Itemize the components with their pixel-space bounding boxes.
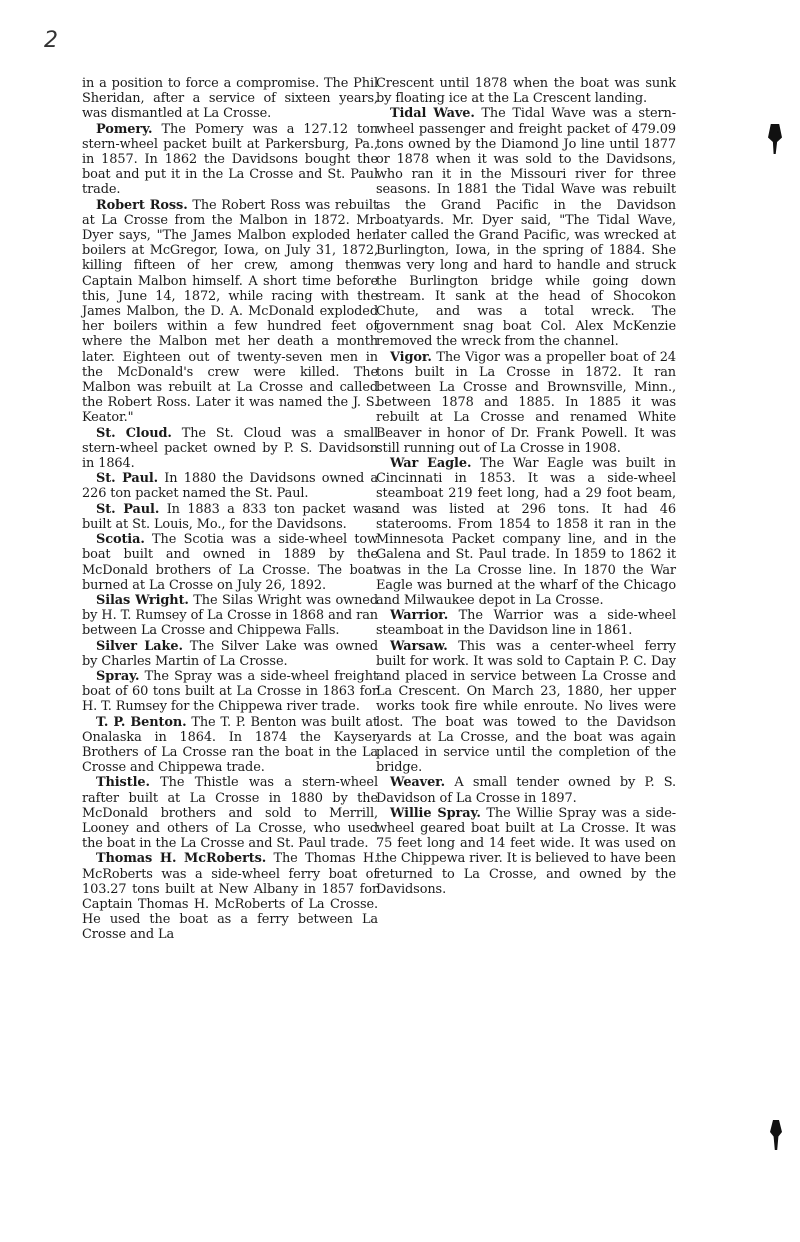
entry-body: The Thistle was a stern-wheel rafter built at La Crosse in 1880 by the McDonald brothers and sold to Merrill, Looney and others of La Crosse, who used the boat in the La Crosse and St. Paul trade. <box>82 775 378 852</box>
paragraph <box>82 851 378 942</box>
entry-heading: T. P. Benton. <box>96 714 187 730</box>
entry-body: The Robert Ross was rebuilt at La Crosse from the Malbon in 1872. Mr. Dyer says, "The James Malbon exploded her boilers at McGregor, Iowa, on July 31, 1872, killing fifteen of her crew, among them Captain Malbon himself. A short time before this, June 14, 1872, while racing with the James Malbon, the D. A. McDonald exploded her boilers within a few hundred feet of where the Malbon met her death a month later. Eighteen out of twenty-seven men in the McDonald's crew were killed. The Malbon was rebuilt at La Crosse and called the Robert Ross. Later it was named the J. S. Keator." <box>82 197 378 426</box>
paragraph <box>82 639 378 669</box>
entry-body: The Spray was a side-wheel freight boat of 60 tons built at La Crosse in 1863 for H. T. Rumsey for the Chippewa river trade. <box>82 668 378 715</box>
right-column <box>376 76 676 897</box>
entry-body: The St. Cloud was a small stern-wheel packet owned by P. S. Davidson in 1864. <box>82 425 379 472</box>
entry-body: The Vigor was a propeller boat of 24 tons built in La Crosse in 1872. It ran between La Crosse and Brownsville, Minn., between 1878 and 1885. In 1885 it was rebuilt at La Crosse and renamed White Beaver in honor of Dr. Frank Powell. It was still running out of La Crosse in 1908. <box>376 349 676 456</box>
entry-body: The Pomery was a 127.12 ton stern-wheel packet built at Parkersburg, Pa., in 1857. In 1862 the Davidsons bought the boat and put it in the La Crosse and St. Paul trade. <box>82 121 378 198</box>
paragraph <box>376 608 676 638</box>
paragraph <box>82 122 378 198</box>
entry-heading: Weaver. <box>390 775 446 791</box>
entry-heading: Spray. <box>96 668 140 684</box>
entry-heading: Thistle. <box>96 775 150 791</box>
paragraph: Crescent until 1878 when the boat was sunk by floating ice at the La Crescent landing. <box>376 76 676 107</box>
entry-body: The War Eagle was built in Cincinnati in 1853. It was a side-wheel steamboat 219 feet long, had a 29 foot beam, and was listed at 296 tons. It had 46 staterooms. From 1854 to 1858 it ran in the Minnesota Packet company line, and in the Galena and St. Paul trade. In 1859 to 1862 it was in the La Crosse line. In 1870 the War Eagle was burned at the wharf of the Chicago and Milwaukee depot in La Crosse. <box>376 456 676 608</box>
entry-body: In 1880 the Davidsons owned a 226 ton packet named the St. Paul. <box>82 471 379 502</box>
entry-heading: Scotia. <box>96 532 145 548</box>
paragraph <box>376 806 676 897</box>
entry-body: The Willie Spray was a side-wheel geared boat built at La Crosse. It was 75 feet long and 14 feet wide. It was used on the Chippewa river. It is believed to have been returned to La Crosse, and owned by the Davidsons. <box>376 805 676 897</box>
entry-heading: Thomas H. McRoberts. <box>96 851 267 867</box>
entry-body: The T. P. Benton was built at Onalaska in 1864. In 1874 the Kayser Brothers of La Crosse ran the boat in the La Crosse and Chippewa trade. <box>82 714 378 776</box>
entry-heading: Silas Wright. <box>96 592 189 608</box>
entry-body: A small tender owned by P. S. Davidson of La Crosse in 1897. <box>376 775 676 806</box>
paragraph <box>82 471 378 501</box>
entry-body: The Tidal Wave was a stern-wheel passenger and freight packet of 479.09 tons owned by the Diamond Jo line until 1877 or 1878 when it was sold to the Davidsons, who ran it in the Missouri river for three seasons. In 1881 the Tidal Wave was rebuilt as the Grand Pacific in the Davidson boatyards. Mr. Dyer said, "The Tidal Wave, later called the Grand Pacific, was wrecked at Burlington, Iowa, in the spring of 1884. She was very long and hard to handle and struck the Burlington bridge while going down stream. It sank at the head of Shocokon Chute, and was a total wreck. The government snag boat Col. Alex McKenzie removed the wreck from the channel. <box>376 106 676 350</box>
paragraph <box>82 426 378 472</box>
paragraph <box>82 669 378 715</box>
paragraph <box>376 106 676 349</box>
entry-body: The Thomas H. McRoberts was a side-wheel ferry boat of 103.27 tons built at New Albany in 1857 for Captain Thomas H. McRoberts of La Crosse. He used the boat as a ferry between La Crosse and La <box>82 851 378 943</box>
entry-heading: Vigor. <box>390 349 432 365</box>
entry-heading: Warsaw. <box>390 638 448 654</box>
paragraph <box>376 456 676 608</box>
paragraph <box>82 715 378 776</box>
entry-heading: St. Paul. <box>96 501 160 517</box>
entry-heading: St. Cloud. <box>96 425 172 441</box>
entry-heading: St. Paul. <box>96 471 159 487</box>
paragraph <box>376 350 676 456</box>
entry-body: The Warrior was a side-wheel steamboat in the Davidson line in 1861. <box>376 608 676 639</box>
paragraph <box>376 639 676 776</box>
entry-heading: Robert Ross. <box>96 197 188 213</box>
paragraph <box>376 775 676 805</box>
entry-body: In 1883 a 833 ton packet was built at St. Louis, Mo., for the Davidsons. <box>82 501 378 532</box>
paragraph <box>82 198 378 426</box>
entry-body: The Silas Wright was owned by H. T. Rumsey of La Crosse in 1868 and ran between La Crosse and Chippewa Falls. <box>82 592 378 639</box>
paragraph <box>82 593 378 639</box>
entry-heading: Silver Lake. <box>96 638 183 654</box>
entry-body: This was a center-wheel ferry built for work. It was sold to Captain P. C. Day and placed in service between La Crosse and La Crescent. On March 23, 1880, her upper works took fire while enroute. No lives were lost. The boat was towed to the Davidson yards at La Crosse, and the boat was again placed in service until the completion of the bridge. <box>376 638 676 776</box>
paragraph <box>82 775 378 851</box>
page-number: 2 <box>44 28 58 53</box>
entry-heading: Warrior. <box>390 608 449 624</box>
entry-heading: Willie Spray. <box>390 805 481 821</box>
entry-heading: Pomery. <box>96 121 153 137</box>
binding-mark-icon <box>770 1120 782 1150</box>
paragraph <box>82 502 378 532</box>
entry-body: The Silver Lake was owned by Charles Martin of La Crosse. <box>82 638 378 669</box>
binding-mark-icon <box>768 124 782 154</box>
paragraph <box>82 532 378 593</box>
entry-heading: War Eagle. <box>390 456 472 472</box>
entry-body: The Scotia was a side-wheel tow boat built and owned in 1889 by the McDonald brothers of La Crosse. The boat burned at La Crosse on July 26, 1892. <box>82 532 378 593</box>
entry-heading: Tidal Wave. <box>390 106 475 122</box>
left-column <box>82 76 378 943</box>
paragraph: in a position to force a compromise. The Phil Sheridan, after a service of sixteen years, was dismantled at La Crosse. <box>82 76 378 122</box>
